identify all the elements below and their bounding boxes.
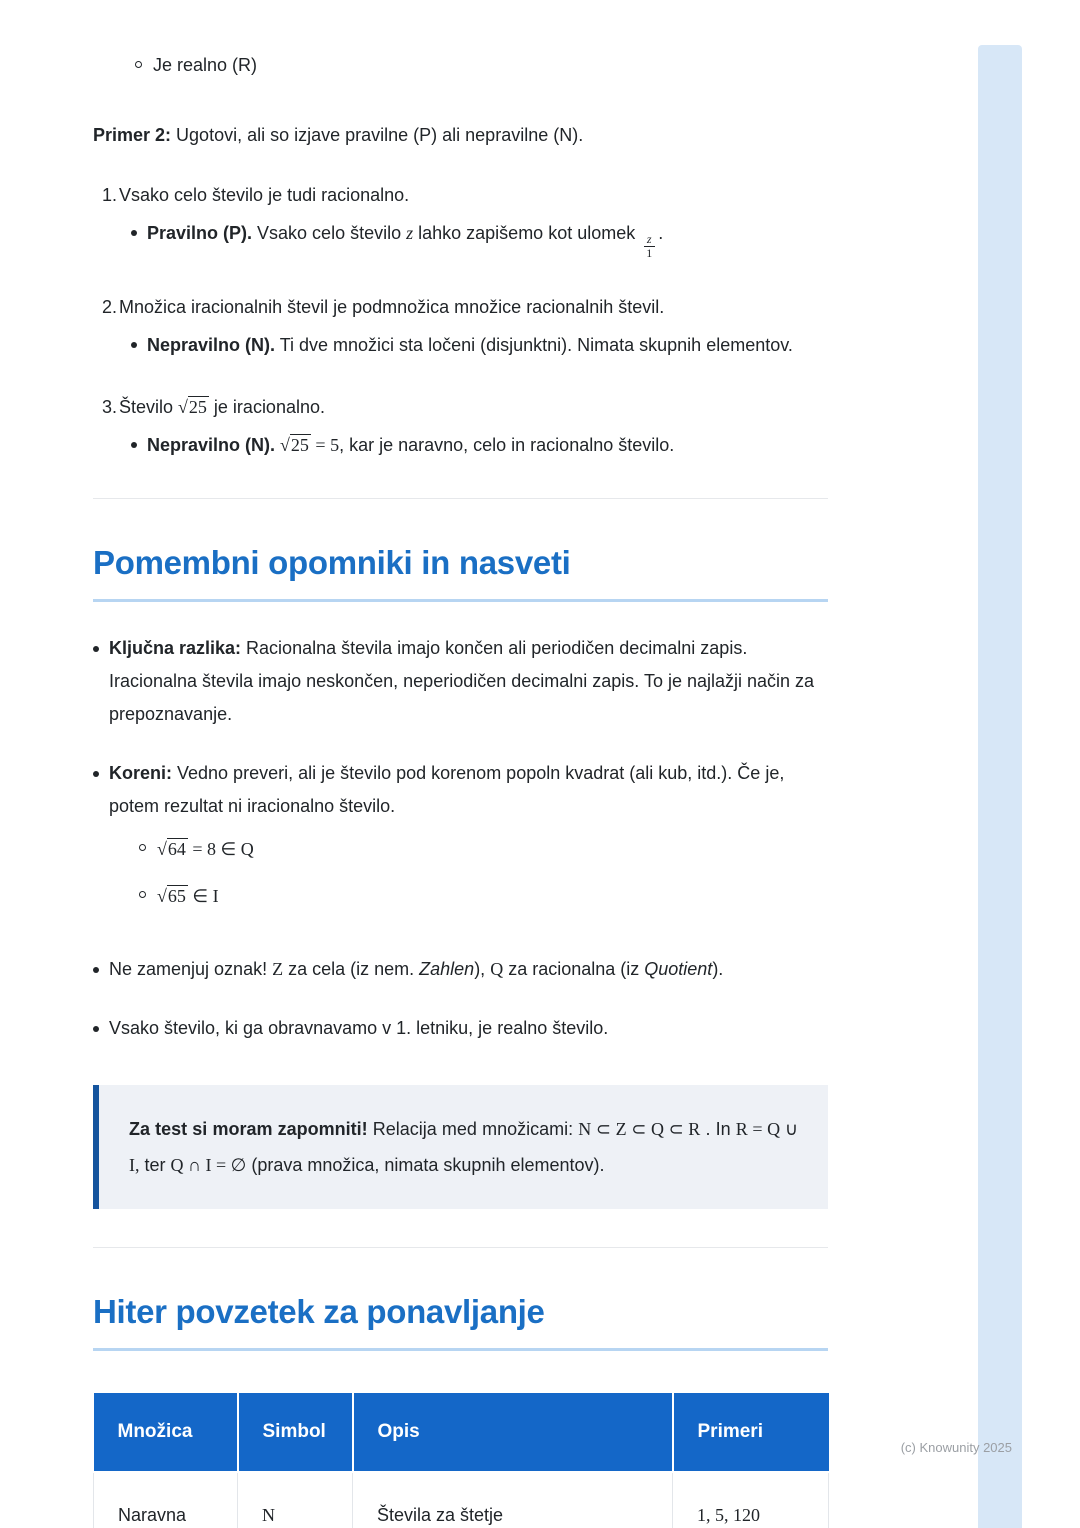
statement-text: Število √25 je iracionalno. [119,397,325,417]
section-heading-povzetek: Hiter povzetek za ponavljanje [93,1292,828,1351]
sub-bullet-sqrt64 [139,833,828,866]
section-divider [93,1247,828,1248]
notes-list [93,632,828,1045]
table-cell-mnozica: Naravna [94,1472,238,1528]
disc-bullet-marker [93,967,99,973]
callout-box [93,1085,828,1209]
disc-bullet-marker [131,342,137,348]
disc-bullet-marker [93,1026,99,1032]
sub-bullet-text: √65 ∈ I [157,886,219,906]
primer2-lead: Primer 2: [93,125,172,145]
sqrt-65: √65 [157,886,186,906]
math-relation-union: R = Q ∪ I, [129,1119,798,1175]
numbered-item-3 [93,392,828,460]
sub-bullet-sqrt65 [139,880,828,913]
math-symbol-Q: Q [490,959,504,979]
statement-text: Množica iracionalnih števil je podmnožica množice racionalnih števil. [119,297,665,317]
italic-quotient: Quotient [644,959,713,979]
note-kljucna-razlika [93,632,828,731]
primer2-text: Ugotovi, ali so izjave pravilne (P) ali nepravilne (N). [171,125,584,145]
table-cell-simbol: N [238,1472,353,1528]
numbered-item-2 [93,292,828,360]
note-text: Koreni: Vedno preveri, ali je število pod korenom popoln kvadrat (ali kub, itd.). Če je, potem rezultat ni iracionalno število. √64 = 8 ∈ Q √65 ∈ I [109,757,828,927]
table-cell-primeri: 1, 5, 120 [673,1472,829,1528]
disc-bullet-marker [93,771,99,777]
section-heading-opomniki: Pomembni opomniki in nasveti [93,543,828,602]
fraction-z-over-1: $\frac{z}{1}$ [643,233,655,260]
table-header-row [94,1392,829,1472]
answer-bullet [131,218,828,260]
sub-bullet-text: √64 = 8 ∈ Q [157,839,254,859]
italic-zahlen: Zahlen [419,959,475,979]
answer-text: Pravilno (P). Vsako celo število z lahko zapišemo kot ulomek $\frac{z}{1}$ . [147,223,664,260]
math-relation-intersection: Q ∩ I = ∅ [170,1155,247,1175]
table-header-simbol: Simbol [238,1392,353,1472]
note-realno [93,1012,828,1045]
table-header-mnozica: Množica [94,1392,238,1472]
koreni-sub-list [139,833,828,913]
math-symbol-Z: Z [272,959,284,979]
item-number: 1. [102,185,118,205]
answer-text: Nepravilno (N). √25 = 5, kar je naravno, celo in racionalno število. [147,435,675,455]
note-text: Vsako število, ki ga obravnavamo v 1. letniku, je realno število. [109,1018,609,1038]
note-koreni [93,757,828,927]
note-oznake [93,953,828,986]
summary-table [93,1391,829,1528]
circle-bullet-marker [139,891,146,898]
note-text: Ključna razlika: Racionalna števila imajo končen ali periodičen decimalni zapis. Iracionalna števila imajo neskončen, neperiodičen decimalni zapis. To je najlažji način za prepoznavanje. [109,638,815,724]
table-cell-opis: Števila za štetje [353,1472,673,1528]
disc-bullet-marker [93,646,99,652]
callout-lead: Za test si moram zapomniti! [129,1119,368,1139]
table-row-naravna [94,1472,829,1528]
answer-text: Nepravilno (N). Ti dve množici sta ločeni (disjunktni). Nimata skupnih elementov. [147,335,793,355]
item-number: 2. [102,297,118,317]
table-header-primeri: Primeri [673,1392,829,1472]
primer2-paragraph [93,120,828,150]
sqrt-25: √25 [178,397,207,417]
circle-bullet-marker [139,844,146,851]
sub-bullet-je-realno [135,50,828,80]
circle-bullet-marker [135,61,142,68]
sqrt-25: √25 [280,435,309,455]
statement-text: Vsako celo število je tudi racionalno. [119,185,410,205]
scrollbar-track[interactable] [978,45,1022,1528]
sub-bullet-text: Je realno (R) [153,55,258,75]
disc-bullet-marker [131,442,137,448]
numbered-list [93,180,828,460]
math-relation-subsets: N ⊂ Z ⊂ Q ⊂ R [578,1119,701,1139]
note-text: Ne zamenjuj oznak! Z za cela (iz nem. Zahlen), Q za racionalna (iz Quotient). [109,959,724,979]
document-content [93,0,828,1528]
answer-bullet [131,330,828,360]
callout-text: Za test si moram zapomniti! Relacija med množicami: N ⊂ Z ⊂ Q ⊂ R . In R = Q ∪ I, ter Q ∩ I = ∅ (prava množica, nimata skupnih elementov). [129,1119,798,1175]
answer-bullet [131,430,828,460]
numbered-item-1 [93,180,828,260]
section-divider [93,498,828,499]
summary-table-wrapper [93,1391,828,1528]
math-variable-z: z [406,223,414,243]
disc-bullet-marker [131,230,137,236]
table-header-opis: Opis [353,1392,673,1472]
footer-credit: (c) Knowunity 2025 [900,1440,1012,1455]
sqrt-64: √64 [157,839,186,859]
item-number: 3. [102,397,118,417]
